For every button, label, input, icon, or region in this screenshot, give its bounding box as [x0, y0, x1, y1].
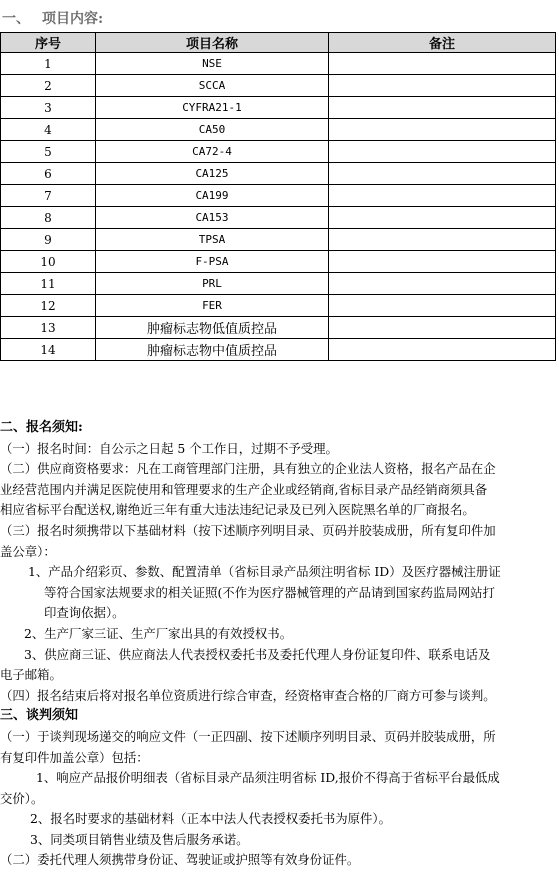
cell-note [329, 119, 556, 141]
table-row [1, 317, 556, 339]
cell-no: 5 [1, 141, 96, 163]
response-item-3: 3、同类项目销售业绩及售后服务承诺。 [30, 831, 249, 847]
cell-note [329, 317, 556, 339]
cell-no: 8 [1, 207, 96, 229]
table-row [1, 141, 556, 163]
cell-name: F-PSA [96, 251, 329, 273]
table-row [1, 119, 556, 141]
cell-name: CA50 [96, 119, 329, 141]
table-row [1, 273, 556, 295]
material-1-line-1: 1、产品介绍彩页、参数、配置清单（省标目录产品须注明省标 ID）及医疗器械注册证 [28, 564, 501, 580]
cell-name: CA125 [96, 163, 329, 185]
cell-name: CA72-4 [96, 141, 329, 163]
qualification-line-3: 相应省标平台配送权,谢绝近三年有重大违法违纪记录及已列入医院黑名单的厂商报名。 [0, 502, 475, 518]
cell-no: 12 [1, 295, 96, 317]
cell-name: FER [96, 295, 329, 317]
cell-no: 7 [1, 185, 96, 207]
section-1-title: 项目内容: [42, 11, 104, 27]
cell-no: 13 [1, 317, 96, 339]
table-row [1, 207, 556, 229]
section-1-heading [2, 8, 103, 28]
table-row [1, 339, 556, 361]
cell-note [329, 75, 556, 97]
cell-note [329, 53, 556, 75]
material-1-line-2: 等符合国家法规要求的相关证照(不作为医疗器械管理的产品请到国家药监局网站打 [44, 584, 495, 600]
cell-note [329, 295, 556, 317]
response-item-1-line-2: 交价）。 [0, 790, 44, 806]
header-no: 序号 [1, 33, 96, 53]
response-item-1-line-1: 1、响应产品报价明细表（省标目录产品须注明省标 ID,报价不得高于省标平台最低成 [36, 770, 500, 786]
cell-no: 6 [1, 163, 96, 185]
table-row [1, 97, 556, 119]
cell-no: 9 [1, 229, 96, 251]
cell-no: 10 [1, 251, 96, 273]
material-3-line-2: 电子邮箱。 [0, 667, 62, 683]
cell-no: 1 [1, 53, 96, 75]
table-header-row [1, 33, 556, 53]
material-3-line-1: 3、供应商三证、供应商法人代表授权委托书及委托代理人身份证复印件、联系电话及 [24, 646, 491, 662]
registration-time: （一）报名时间：自公示之日起 5 个工作日，过期不予受理。 [0, 440, 338, 456]
section-2-heading: 二、报名须知: [0, 420, 83, 435]
qualification-line-1: （二）供应商资格要求：凡在工商管理部门注册，具有独立的企业法人资格，报名产品在企 [0, 461, 496, 477]
response-docs-line-2: 有复印件加盖公章）包括： [0, 749, 149, 765]
table-row [1, 185, 556, 207]
table-row [1, 295, 556, 317]
cell-note [329, 207, 556, 229]
section-3-heading: 三、谈判须知 [0, 708, 79, 724]
cell-note [329, 185, 556, 207]
cell-name: CA199 [96, 185, 329, 207]
materials-line-2: 盖公章）： [0, 543, 56, 559]
material-2: 2、生产厂家三证、生产厂家出具的有效授权书。 [24, 625, 293, 641]
response-item-2: 2、报名时要求的基础材料（正本中法人代表授权委托书为原件）。 [30, 811, 392, 827]
materials-line-1: （三）报名时须携带以下基础材料（按下述顺序列明目录、页码并胶装成册，所有复印件加 [0, 522, 496, 538]
document-body [0, 418, 556, 871]
table-row [1, 163, 556, 185]
cell-note [329, 251, 556, 273]
review-notice: （四）报名结束后将对报名单位资质进行综合审查，经资格审查合格的厂商方可参与谈判。 [0, 687, 496, 703]
cell-name: CA153 [96, 207, 329, 229]
header-note: 备注 [329, 33, 556, 53]
table-row [1, 229, 556, 251]
cell-note [329, 141, 556, 163]
project-table [0, 32, 556, 361]
cell-name: 肿瘤标志物低值质控品 [96, 317, 329, 339]
cell-note [329, 273, 556, 295]
cell-no: 11 [1, 273, 96, 295]
response-docs-line-1: （一）于谈判现场递交的响应文件（一正四副、按下述顺序列明目录、页码并胶装成册，所 [0, 728, 496, 744]
cell-no: 4 [1, 119, 96, 141]
agent-id-notice: （二）委托代理人须携带身份证、驾驶证或护照等有效身份证件。 [0, 852, 360, 868]
table-row [1, 251, 556, 273]
material-1-line-3: 印查询依据）。 [44, 605, 125, 621]
cell-no: 14 [1, 339, 96, 361]
cell-name: CYFRA21-1 [96, 97, 329, 119]
cell-no: 3 [1, 97, 96, 119]
cell-name: PRL [96, 273, 329, 295]
qualification-line-2: 业经营范围内并满足医院使用和管理要求的生产企业或经销商,省标目录产品经销商须具备 [0, 481, 488, 497]
cell-name: NSE [96, 53, 329, 75]
cell-note [329, 229, 556, 251]
table-row [1, 75, 556, 97]
cell-name: 肿瘤标志物中值质控品 [96, 339, 329, 361]
cell-name: SCCA [96, 75, 329, 97]
table-row [1, 53, 556, 75]
cell-note [329, 163, 556, 185]
cell-no: 2 [1, 75, 96, 97]
cell-name: TPSA [96, 229, 329, 251]
cell-note [329, 97, 556, 119]
cell-note [329, 339, 556, 361]
header-name: 项目名称 [96, 33, 329, 53]
section-1-number: 一、 [2, 11, 30, 27]
